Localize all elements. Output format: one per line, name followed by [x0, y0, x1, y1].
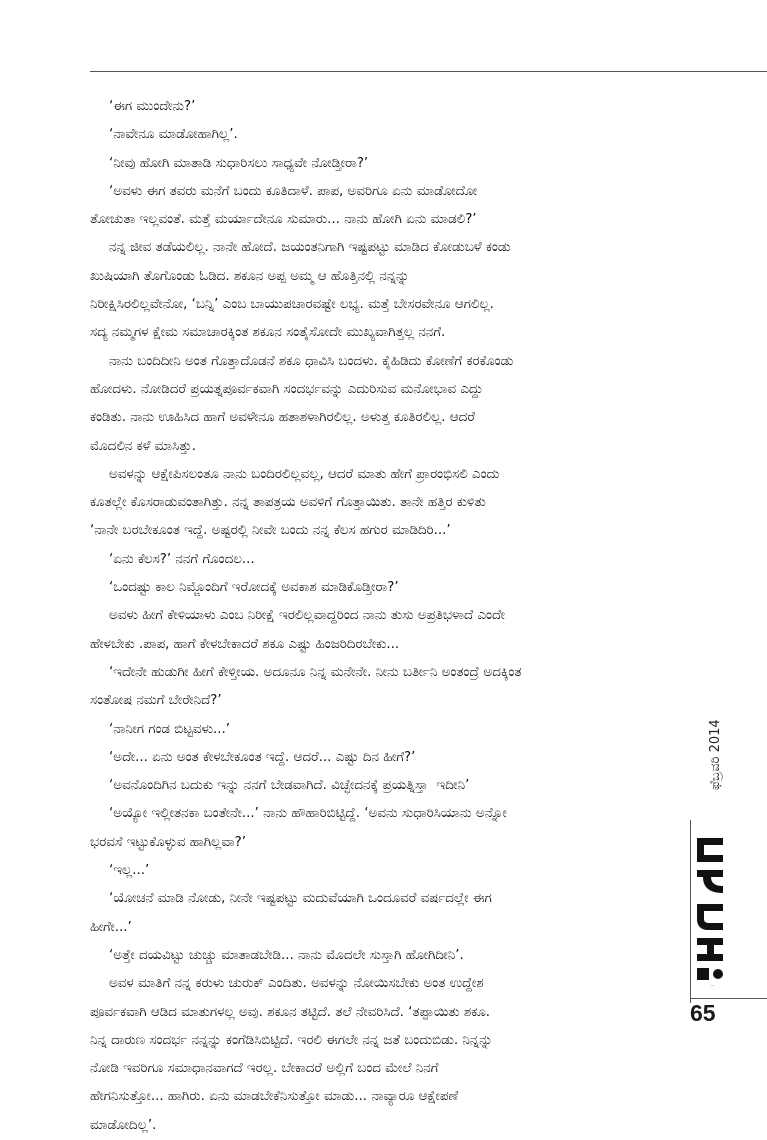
- magazine-logo: [693, 828, 729, 988]
- header-rule: [90, 71, 767, 72]
- text-line: ‘ನಾನೀಗ ಗಂಡ ಬಿಟ್ಟವಳು...’: [109, 721, 231, 737]
- page-number: 65: [690, 1000, 716, 1026]
- text-line: ಅವಳನ್ನು ಆಕ್ಷೇಪಿಸಲಂತೂ ನಾನು ಬಂದಿರಲಿಲ್ಲವಲ್ಲ, ಆದರೆ ಮಾತು ಹೇಗೆ ಪ್ರಾರಂಭಿಸಲಿ ಎಂದು: [109, 466, 500, 482]
- text-line: ಹೇಳಬೇಕು .ಪಾಪ, ಹಾಗೆ ಕೇಳಬೇಕಾದರೆ ಶಕೂ ಎಷ್ಟು ಹಿಂಜರಿದಿರಬೇಕು...: [90, 636, 400, 652]
- text-line: ಹೇಗನಿಸುತ್ತೋ... ಹಾಗಿರು. ಏನು ಮಾಡಬೇಕೆನಿಸುತ್ತೋ ಮಾಡು... ನಾವ್ಯಾರೂ ಆಕ್ಷೇಪಣೆ: [90, 1089, 459, 1105]
- text-line: ನಿರೀಕ್ಷಿಸಿರಲಿಲ್ಲವೇನೋ, ‘ಬನ್ನಿ’ ಎಂಬ ಬಾಯುಪಚಾರವಷ್ಟೇ ಲಭ್ಯ. ಮತ್ತೆ ಬೇಸರವೇನೂ ಆಗಲಿಲ್ಲ.: [90, 297, 494, 313]
- text-line: ಅವಳ ಮಾತಿಗೆ ನನ್ನ ಕರುಳು ಚುರುಕ್ ಎಂದಿತು. ಅವಳನ್ನು ನೋಯಿಸಬೇಕು ಅಂತ ಉದ್ದೇಶ: [109, 976, 484, 992]
- text-line: ಭರವಸೆ ಇಟ್ಟುಕೊಳ್ಳುವ ಹಾಗಿಲ್ಲವಾ?’: [90, 834, 247, 850]
- text-line: ನಿನ್ನ ದಾರುಣ ಸಂದರ್ಭ ನನ್ನನ್ನು ಕಂಗೆಡಿಸಿಬಿಟ್ಟಿದೆ. ಇರಲಿ ಈಗಲೇ ನನ್ನ ಜತೆ ಬಂದುಬಿಡು. ನಿನ್ನನ್ನು: [90, 1032, 493, 1048]
- footer-horizontal-rule: [690, 998, 767, 999]
- text-line: ‘ಇಲ್ಲ...’: [109, 863, 150, 879]
- text-line: ‘ಅದೇ... ಏನು ಅಂತ ಕೇಳಬೇಕೂಂತ ಇದ್ದೆ. ಆದರೆ... ಎಷ್ಟು ದಿನ ಹೀಗೆ?’: [109, 749, 416, 765]
- article-body: [90, 93, 682, 1140]
- text-line: ‘ಒಂದಷ್ಟು ಕಾಲ ನಿಮ್ಜೊಂದಿಗೆ ಇರೋದಕ್ಕೆ ಅವಕಾಶ ಮಾಡಿಕೊಡ್ತೀರಾ?’: [109, 580, 399, 596]
- paragraph: [90, 772, 682, 800]
- text-line: ‘ನಾನೇ ಬರಬೇಕೂಂತ ಇದ್ದೆ. ಅಷ್ಟರಲ್ಲಿ ನೀವೇ ಬಂದು ನನ್ನ ಕೆಲಸ ಹಗುರ ಮಾಡಿದಿರಿ...’: [90, 523, 451, 539]
- text-line: ‘ಏನು ಕೆಲಸ?’ ನನಗೆ ಗೊಂದಲ...: [109, 551, 255, 567]
- text-line: ಖುಷಿಯಾಗಿ ತೊಗೊಂಡು ಓಡಿದ. ಶಕೂನ ಅಪ್ಪ ಅಮ್ಮ ಆ ಹೊತ್ತಿನಲ್ಲಿ ನನ್ನನ್ನು: [90, 268, 410, 284]
- text-line: ಸದ್ಯ ನಮ್ಮಗಳ ಕ್ಷೇಮ ಸಮಾಚಾರಕ್ಕಿಂತ ಶಕೂನ ಸಂತೈಸೋದೇ ಮುಖ್ಯವಾಗಿತ್ತಲ್ಲ ನನಗೆ.: [90, 325, 446, 341]
- text-line: ನಾನು ಬಂದಿದೀನಿ ಅಂತ ಗೊತ್ತಾದೊಡನೆ ಶಕೂ ಧಾವಿಸಿ ಬಂದಳು. ಕೈಹಿಡಿದು ಕೋಣೆಗೆ ಕರಕೊಂಡು: [109, 353, 514, 369]
- text-line: ಪೂರ್ವಕವಾಗಿ ಆಡಿದ ಮಾತುಗಳಲ್ಲ ಅವು. ಶಕೂನ ತಟ್ಟಿದೆ. ತಲೆ ನೇವರಿಸಿದೆ. ‘ತಪ್ಪಾಯಿತು ಶಕೂ.: [90, 1004, 491, 1020]
- paragraph: [90, 659, 682, 716]
- paragraph: [90, 546, 682, 574]
- text-line: ‘ನೀವು ಹೋಗಿ ಮಾತಾಡಿ ಸುಧಾರಿಸಲು ಸಾಧ್ಯವೇ ನೋಡ್ತೀರಾ?’: [109, 155, 369, 171]
- paragraph: [90, 885, 682, 942]
- magazine-logo-art: [693, 828, 729, 988]
- paragraph: [90, 150, 682, 178]
- paragraph: [90, 234, 682, 347]
- issue-date: ಫೆಬ್ರವರಿ 2014: [708, 719, 723, 790]
- paragraph: [90, 716, 682, 744]
- text-line: ಅವಳು ಹೀಗೆ ಕೇಳಿಯಾಳು ಎಂಬ ನಿರೀಕ್ಷೆ ಇರಲಿಲ್ಲವಾದ್ದರಿಂದ ನಾನು ತುಸು ಅಪ್ರತಿಭಳಾದೆ ಎಂದೇ: [109, 608, 506, 624]
- text-line: ನೋಡಿ ಇವರಿಗೂ ಸಮಾಧಾನವಾಗದೆ ಇರಲ್ಲ. ಬೇಕಾದರೆ ಅಲ್ಲಿಗೆ ಬಂದ ಮೇಲೆ ನಿನಗೆ: [90, 1061, 439, 1077]
- paragraph: [90, 93, 682, 121]
- magazine-logo-text: ಮಯೂರ: [711, 986, 715, 987]
- paragraph: [90, 178, 682, 235]
- text-line: ‘ನಾವೇನೂ ಮಾಡೋಹಾಗಿಲ್ಲ’.: [109, 127, 238, 143]
- paragraph: [90, 461, 682, 546]
- text-line: ‘ಅವಳು ಈಗ ತವರು ಮನೆಗೆ ಬಂದು ಕೂತಿದಾಳೆ. ಪಾಪ, ಅವರಿಗೂ ಏನು ಮಾಡೋದೋ: [109, 183, 478, 199]
- text-line: ಕಂಡಿತು. ನಾನು ಊಹಿಸಿದ ಹಾಗೆ ಅವಳೇನೂ ಹತಾಶಳಾಗಿರಲಿಲ್ಲ. ಅಳುತ್ತ ಕೂತಿರಲಿಲ್ಲ. ಆದರೆ: [90, 410, 475, 426]
- text-line: ‘ಅಯ್ಯೋ ಇಲ್ಲೀತನಕಾ ಬಂತೇನೇ...’ ನಾನು ಹೌಹಾರಿಬಿಟ್ಟಿದ್ದೆ. ‘ಅವನು ಸುಧಾರಿಸಿಯಾನು ಅನ್ನೋ: [109, 806, 507, 822]
- text-line: ‘ಅತ್ತೇ ದಯವಿಟ್ಟು ಚುಚ್ಚು ಮಾತಾಡಬೇಡಿ... ನಾನು ಮೊದಲೇ ಸುಸ್ತಾಗಿ ಹೋಗಿದೀನಿ’.: [109, 947, 464, 963]
- paragraph: [90, 574, 682, 602]
- text-line: ಕೂತಲ್ಲೇ ಕೊಸರಾಡುವಂತಾಗಿತ್ತು. ನನ್ನ ತಾಪತ್ರಯ ಅವಳಿಗೆ ಗೊತ್ತಾಯಿತು. ತಾನೇ ಹತ್ತಿರ ಕುಳಿತು: [90, 495, 486, 511]
- text-line: ಸಂತೋಷ ನಮಗೆ ಬೇರೇನಿದೆ?’: [90, 693, 222, 709]
- paragraph: [90, 121, 682, 149]
- paragraph: [90, 857, 682, 885]
- paragraph: [90, 602, 682, 659]
- text-line: ಹೀಗೇ...’: [90, 919, 132, 935]
- text-line: ಮೊದಲಿನ ಕಳೆ ಮಾಸಿತ್ತು.: [90, 438, 196, 454]
- paragraph: [90, 348, 682, 461]
- text-line: ಮಾಡೋದಿಲ್ಲ’.: [90, 1117, 157, 1133]
- text-line: ‘ಅವನೊಂದಿಗಿನ ಬದುಕು ಇನ್ನು ನನಗೆ ಬೇಡವಾಗಿದೆ. ವಿಚ್ಛೇದನಕ್ಕೆ ಪ್ರಯತ್ನಿಸ್ತಾ ಇದೀನಿ’: [109, 778, 470, 794]
- footer-vertical-rule: [690, 820, 691, 1003]
- text-line: ತೋಚುತಾ ಇಲ್ಲವಂತೆ. ಮತ್ತೆ ಮರ್ಯಾದೇನೂ ಸುಮಾರು... ನಾನು ಹೋಗಿ ಏನು ಮಾಡಲಿ?’: [90, 212, 477, 228]
- text-line: ‘ಇದೇನೇ ಹುಡುಗೀ ಹೀಗೆ ಕೇಳ್ತೀಯ. ಅದೂನೂ ನಿನ್ನ ಮನೇನೇ. ನೀನು ಬರ್ತೀನಿ ಅಂತಂದ್ರೆ ಅದಕ್ಕಿಂತ: [109, 664, 522, 680]
- paragraph: [90, 744, 682, 772]
- text-line: ಹೋದಳು. ನೋಡಿದರೆ ಪ್ರಯತ್ನಪೂರ್ವಕವಾಗಿ ಸಂದರ್ಭವನ್ನು ಎದುರಿಸುವ ಮನೋಭಾವ ಎದ್ದು: [90, 381, 484, 397]
- paragraph: [90, 970, 682, 1140]
- paragraph: [90, 800, 682, 857]
- text-line: ನನ್ನ ಜೀವ ತಡೆಯಲಿಲ್ಲ. ನಾನೇ ಹೋದೆ. ಜಯಂತನಿಗಾಗಿ ಇಷ್ಟಪಟ್ಟು ಮಾಡಿದ ಕೋಡುಬಳೆ ಕಂಡು: [109, 240, 511, 256]
- text-line: ‘ಯೋಚನೆ ಮಾಡಿ ನೋಡು, ನೀನೇ ಇಷ್ಟಪಟ್ಟು ಮದುವೆಯಾಗಿ ಒಂದೂವರೆ ವರ್ಷದಲ್ಲೇ ಈಗ: [109, 891, 492, 907]
- paragraph: [90, 942, 682, 970]
- text-line: ‘ಈಗ ಮುಂದೇನು?’: [109, 99, 196, 114]
